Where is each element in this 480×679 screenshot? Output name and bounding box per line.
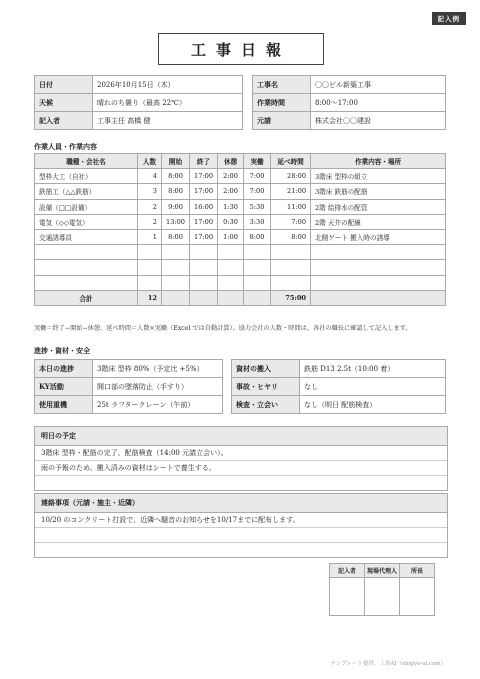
progress-gap [223,396,232,414]
table-cell[interactable] [244,245,271,260]
table-cell[interactable]: 型枠大工（自社） [35,169,138,184]
table-cell[interactable]: 3階床 鉄筋の配筋 [311,184,446,199]
table-cell[interactable]: 3 [138,184,162,199]
info-gap [243,112,253,130]
table-cell[interactable]: 4 [138,169,162,184]
table-cell[interactable]: 7:00 [244,184,271,199]
table-cell[interactable] [35,275,138,290]
total-row [35,290,446,305]
total-cell [190,290,218,305]
table-cell[interactable] [190,275,218,290]
table-cell[interactable] [311,260,446,275]
table-cell[interactable]: 3階床 型枠の組立 [311,169,446,184]
progress-value[interactable]: なし [300,378,446,396]
tomorrow-plan-line[interactable] [35,476,447,490]
table-cell[interactable]: 2 [138,199,162,214]
table-cell[interactable]: 鉄筋工（△△鉄筋） [35,184,138,199]
progress-row [35,378,446,396]
progress-label: 使用重機 [35,396,93,414]
total-cell [162,290,190,305]
table-row [35,199,446,214]
table-row [35,260,446,275]
table-cell[interactable]: 13:00 [162,214,190,229]
table-cell[interactable]: 1:00 [218,229,244,244]
total-cell [244,290,271,305]
table-cell[interactable] [138,260,162,275]
table-cell[interactable]: 8:00 [162,229,190,244]
info-label: 作業時間 [253,94,311,112]
info-row [35,94,446,112]
column-header: 作業内容・場所 [311,154,446,169]
example-badge: 記入例 [432,12,467,25]
table-cell[interactable]: 17:00 [190,184,218,199]
tomorrow-plan-header: 明日の予定 [35,427,447,446]
info-label: 日付 [35,76,93,94]
table-row [35,169,446,184]
stamp-cell[interactable] [330,578,365,616]
info-label: 元請 [253,112,311,130]
progress-label: 本日の進捗 [35,360,93,378]
table-cell[interactable]: 2階 天井の配線 [311,214,446,229]
progress-label: 事故・ヒヤリ [232,378,300,396]
contact-line[interactable]: 10/20 のコンクリート打設で、近隣へ騒音のお知らせを10/17までに配布します。 [35,513,447,528]
table-cell[interactable]: 3:30 [244,214,271,229]
progress-value[interactable]: なし（明日 配筋検査） [300,396,446,414]
contact-header: 連絡事項（元請・施主・近隣） [35,494,447,513]
info-label: 天候 [35,94,93,112]
table-cell[interactable] [218,275,244,290]
table-cell[interactable]: 8:00 [244,229,271,244]
table-cell[interactable] [162,260,190,275]
table-cell[interactable]: 17:00 [190,169,218,184]
progress-row [35,396,446,414]
table-cell[interactable] [138,245,162,260]
column-header: 職種・会社名 [35,154,138,169]
tomorrow-plan-box [34,426,448,491]
column-header: 人数 [138,154,162,169]
progress-section-title: 進捗・資材・安全 [34,346,90,355]
table-cell[interactable] [244,260,271,275]
table-cell[interactable] [311,245,446,260]
stamp-cell[interactable] [365,578,400,616]
table-cell[interactable]: 2:00 [218,169,244,184]
calculation-note: 実働＝終了−開始−休憩、延べ時間＝人数×実働（Excel では自動計算）。協力会社の人数・時間は、各社の職長に確認して記入します。 [34,325,412,332]
work-header-row [35,154,446,169]
table-cell[interactable]: 21:00 [271,184,311,199]
table-cell[interactable]: 17:00 [190,214,218,229]
progress-value[interactable]: 開口部の墜落防止（手すり） [93,378,223,396]
stamp-label: 所長 [400,564,435,578]
progress-row [35,360,446,378]
table-cell[interactable]: 16:00 [190,199,218,214]
total-label: 合計 [35,290,138,305]
table-cell[interactable]: 11:00 [271,199,311,214]
table-cell[interactable]: 1 [138,229,162,244]
info-label: 工事名 [253,76,311,94]
info-value[interactable]: 株式会社〇〇建設 [311,112,446,130]
progress-label: 資材の搬入 [232,360,300,378]
approval-stamp-table [329,563,435,616]
info-value[interactable]: 2026年10月15日（木） [93,76,243,94]
info-row [35,76,446,94]
stamp-cell[interactable] [400,578,435,616]
table-cell[interactable] [190,260,218,275]
stamp-label: 記入者 [330,564,365,578]
table-cell[interactable]: 北側ゲート 搬入時の誘導 [311,229,446,244]
table-cell[interactable]: 2:00 [218,184,244,199]
table-cell[interactable] [218,260,244,275]
basic-info-table [34,75,446,130]
contact-box [34,493,448,558]
table-cell[interactable]: 8:00 [162,184,190,199]
table-cell[interactable]: 5:30 [244,199,271,214]
progress-value[interactable]: 鉄筋 D13 2.5t（10:00 着） [300,360,446,378]
table-cell[interactable] [271,260,311,275]
total-cell [218,290,244,305]
info-gap [243,94,253,112]
table-cell[interactable] [190,245,218,260]
table-cell[interactable]: 2階 給排水の配管 [311,199,446,214]
table-cell[interactable] [271,275,311,290]
column-header: 延べ時間 [271,154,311,169]
info-value[interactable]: 晴れのち曇り（最高 22℃） [93,94,243,112]
column-header: 実働 [244,154,271,169]
table-cell[interactable] [35,245,138,260]
table-cell[interactable]: 設備（□□設備） [35,199,138,214]
stamp-label: 現場代理人 [365,564,400,578]
table-cell[interactable]: 0:30 [218,214,244,229]
progress-value[interactable]: 25t ラフタークレーン（午前） [93,396,223,414]
table-row [35,229,446,244]
table-cell[interactable]: 17:00 [190,229,218,244]
table-row [35,184,446,199]
tomorrow-plan-line[interactable]: 雨の予報のため、搬入済みの資材はシートで養生する。 [35,461,447,476]
table-cell[interactable] [138,275,162,290]
progress-label: 検査・立会い [232,396,300,414]
work-table [34,153,446,306]
progress-gap [223,360,232,378]
table-cell[interactable]: 7:00 [271,214,311,229]
table-row [35,275,446,290]
table-cell[interactable] [218,245,244,260]
work-section-title: 作業人員・作業内容 [34,142,97,151]
table-row [35,245,446,260]
table-cell[interactable]: 電気（◇◇電気） [35,214,138,229]
info-value[interactable]: 工事主任 高橋 健 [93,112,243,130]
table-cell[interactable]: 9:00 [162,199,190,214]
table-cell[interactable]: 1:30 [218,199,244,214]
table-cell[interactable]: 28:00 [271,169,311,184]
table-cell[interactable] [35,260,138,275]
column-header: 休憩 [218,154,244,169]
table-cell[interactable] [271,245,311,260]
info-gap [243,76,253,94]
table-cell[interactable] [244,275,271,290]
page-title: 工事日報 [158,33,324,65]
table-cell[interactable]: 8:00 [271,229,311,244]
total-cell [311,290,446,305]
contact-line[interactable] [35,543,447,557]
total-people: 12 [138,290,162,305]
progress-gap [223,378,232,396]
info-value[interactable]: 8:00〜17:00 [311,94,446,112]
table-cell[interactable]: 交通誘導員 [35,229,138,244]
column-header: 終了 [190,154,218,169]
tomorrow-plan-line[interactable]: 3階床 型枠・配筋の完了、配筋検査（14:00 元請立会い）。 [35,446,447,461]
table-cell[interactable]: 7:00 [244,169,271,184]
progress-value[interactable]: 3階床 型枠 80%（予定比 +5%） [93,360,223,378]
progress-table [34,359,446,414]
total-hours: 75:00 [271,290,311,305]
progress-label: KY活動 [35,378,93,396]
contact-line[interactable] [35,528,447,543]
column-header: 開始 [162,154,190,169]
info-row [35,112,446,130]
table-cell[interactable] [162,275,190,290]
table-cell[interactable]: 2 [138,214,162,229]
info-label: 記入者 [35,112,93,130]
table-cell[interactable] [311,275,446,290]
table-cell[interactable] [162,245,190,260]
footer-credit: テンプレート提供：工事AI（shigyo-ai.com） [330,661,446,667]
table-cell[interactable]: 8:00 [162,169,190,184]
table-row [35,214,446,229]
info-value[interactable]: 〇〇ビル新築工事 [311,76,446,94]
